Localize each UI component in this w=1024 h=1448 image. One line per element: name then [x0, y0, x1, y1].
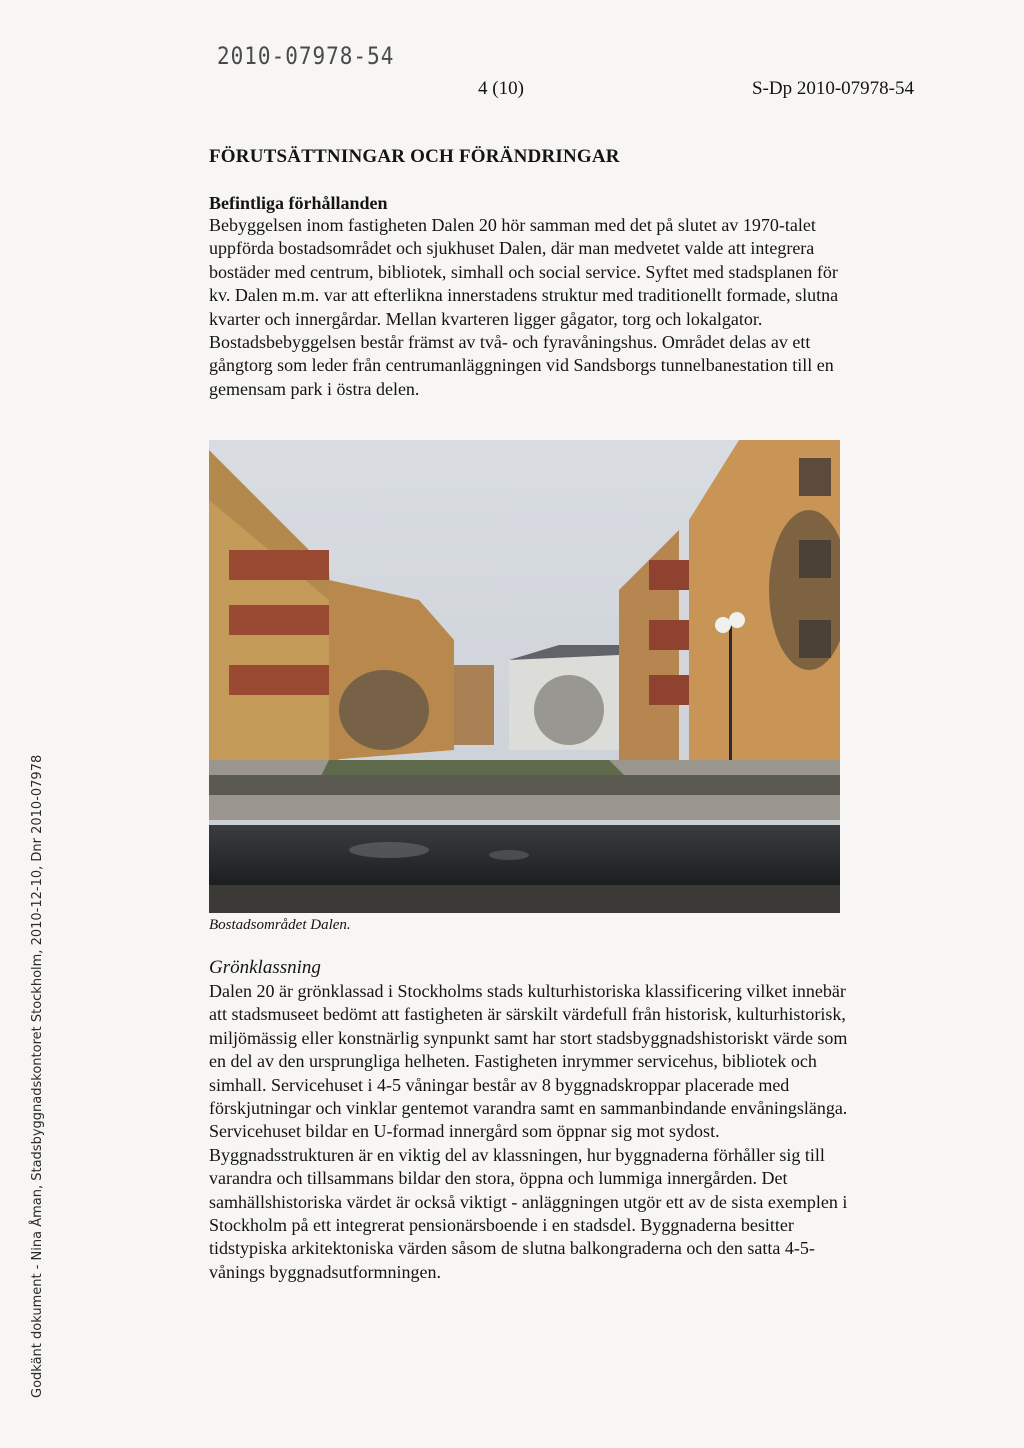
registration-stamp: 2010-07978-54 — [217, 42, 395, 70]
existing-conditions-heading: Befintliga förhållanden — [209, 193, 388, 213]
page-number: 4 (10) — [478, 78, 524, 99]
document-reference: S-Dp 2010-07978-54 — [751, 78, 914, 99]
green-classification-text: Dalen 20 är grönklassad i Stockholms stads kulturhistoriska klassificering vilket innebär att stadsmuseet bedömt att fastigheten är särskilt värdefull från historisk, kulturhistorisk, miljömässig eller konstnärlig synpunkt samt har stort stadsbyggnadshistoriskt värde som en del av den ursprungliga helheten. Fastigheten inrymmer servicehus, bibliotek och simhall. Servicehuset i 4-5 våningar består av 8 byggnadskroppar placerade med förskjutningar och vinklar gentemot varandra samt en sammanbindande envåningslänga. Servicehuset bildar en U-formad innergård som öppnar sig mot sydost. Byggnadsstrukturen är en viktig del av klassningen, hur byggnaderna förhåller sig till varandra och tillsammans bildar den stora, öppna och lummiga innergården. Det samhällshistoriska värdet är också viktigt - anläggningen utgör ett av de sista exemplen i Stockholm på ett integrerat pensionärsboende i en stadsdel. Byggnaderna besitter tidstypiska arkitektoniska värden såsom de slutna balkongraderna och den satta 4-5-vånings byggnadsutformningen. — [209, 981, 848, 1282]
green-classification-heading: Grönklassning — [209, 957, 321, 978]
photo-housing-area — [209, 440, 840, 913]
approval-side-note: Godkänt dokument - Nina Åman, Stadsbyggnadskontoret Stockholm, 2010-12-10, Dnr 2010-07978 — [30, 754, 45, 1398]
existing-conditions-text: Bebyggelsen inom fastigheten Dalen 20 hör samman med det på slutet av 1970-talet uppförda bostadsområdet och sjukhuset Dalen, där man medvetet valde att integrera bostäder med centrum, bibliotek, simhall och social service. Syftet med stadsplanen för kv. Dalen m.m. var att efterlikna innerstadens struktur med traditionellt formade, slutna kvarter och innergårdar. Mellan kvarteren ligger gågator, torg och lokalgator. Bostadsbebyggelsen består främst av två- och fyravåningshus. Området delas av ett gångtorg som leder från centrumanläggningen vid Sandsborgs tunnelbanestation till en gemensam park i östra delen. — [209, 215, 839, 399]
section-title: FÖRUTSÄTTNINGAR OCH FÖRÄNDRINGAR — [209, 146, 620, 167]
photo-caption: Bostadsområdet Dalen. — [209, 917, 351, 933]
